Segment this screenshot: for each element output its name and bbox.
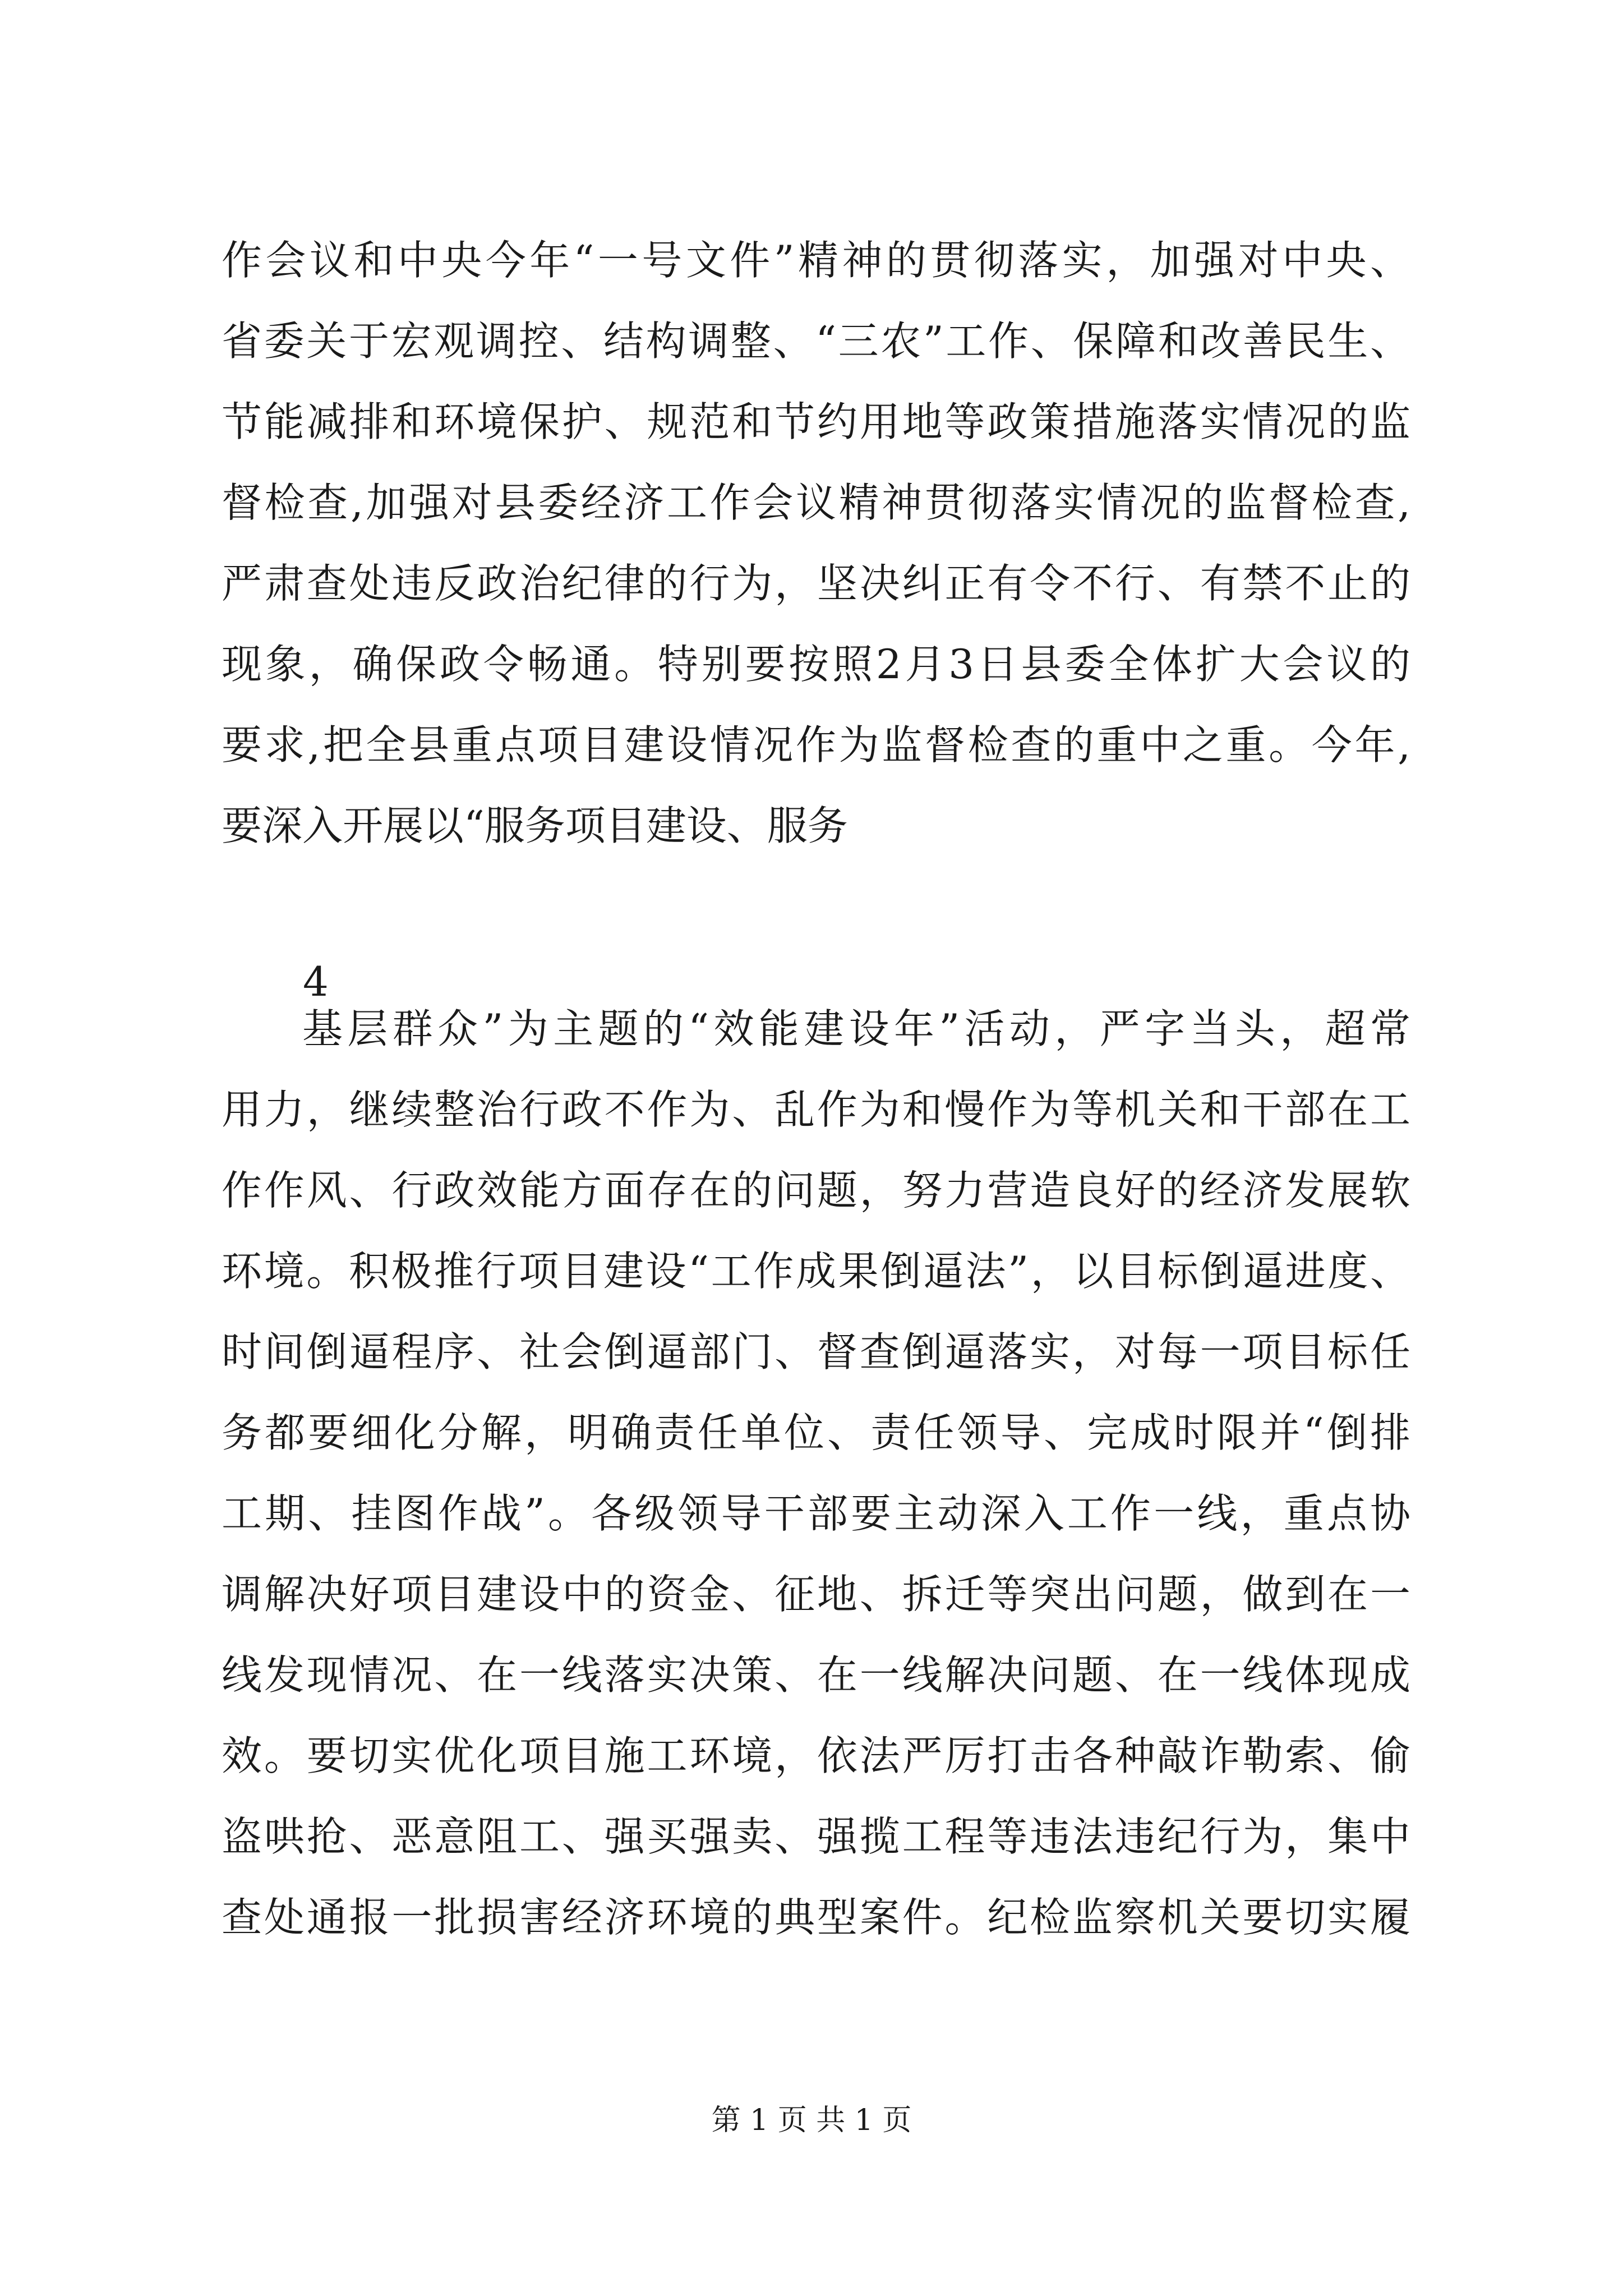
text-line: 环境。积极推行项目建设“工作成果倒逼法”，以目标倒逼进度、 [222,1248,1410,1295]
text-line: 作作风、行政效能方面存在的问题，努力营造良好的经济发展软 [222,1167,1410,1214]
text-line: 务都要细化分解，明确责任单位、责任领导、完成时限并“倒排 [222,1409,1410,1456]
paragraph-one [222,220,1410,866]
text-line: 工期、挂图作战”。各级领导干部要主动深入工作一线，重点协 [222,1490,1410,1537]
text-line: 严肃查处违反政治纪律的行为，坚决纠正有令不行、有禁不止的 [222,560,1410,607]
text-line: 调解决好项目建设中的资金、征地、拆迁等突出问题，做到在一 [222,1571,1410,1618]
text-line: 盗哄抢、恶意阻工、强买强卖、强揽工程等违法违纪行为，集中 [222,1813,1410,1860]
text-line: 基层群众”为主题的“效能建设年”活动，严字当头，超常 [302,1005,1410,1052]
text-line: 省委关于宏观调控、结构调整、“三农”工作、保障和改善民生、 [222,318,1410,365]
paragraph-two [222,988,1410,1958]
text-line: 时间倒逼程序、社会倒逼部门、督查倒逼落实，对每一项目标任 [222,1328,1410,1375]
text-line: 要深入开展以“服务项目建设、服务 [222,802,848,849]
text-line: 用力，继续整治行政不作为、乱作为和慢作为等机关和干部在工 [222,1086,1410,1133]
page-footer: 第 1 页 共 1 页 [711,2104,912,2137]
text-line: 督检查,加强对县委经济工作会议精神贯彻落实情况的监督检查, [222,479,1410,526]
text-line: 节能减排和环境保护、规范和节约用地等政策措施落实情况的监 [222,398,1410,445]
inline-page-number: 4 [303,958,329,1005]
text-line: 要求,把全县重点项目建设情况作为监督检查的重中之重。今年, [222,721,1410,769]
text-line: 线发现情况、在一线落实决策、在一线解决问题、在一线体现成 [222,1651,1410,1699]
text-line: 现象，确保政令畅通。特别要按照2月3日县委全体扩大会议的 [222,641,1410,688]
text-line: 作会议和中央今年“一号文件”精神的贯彻落实，加强对中央、 [222,237,1410,284]
text-line: 效。要切实优化项目施工环境，依法严厉打击各种敲诈勒索、偷 [222,1732,1410,1779]
text-line: 查处通报一批损害经济环境的典型案件。纪检监察机关要切实履 [222,1894,1410,1941]
